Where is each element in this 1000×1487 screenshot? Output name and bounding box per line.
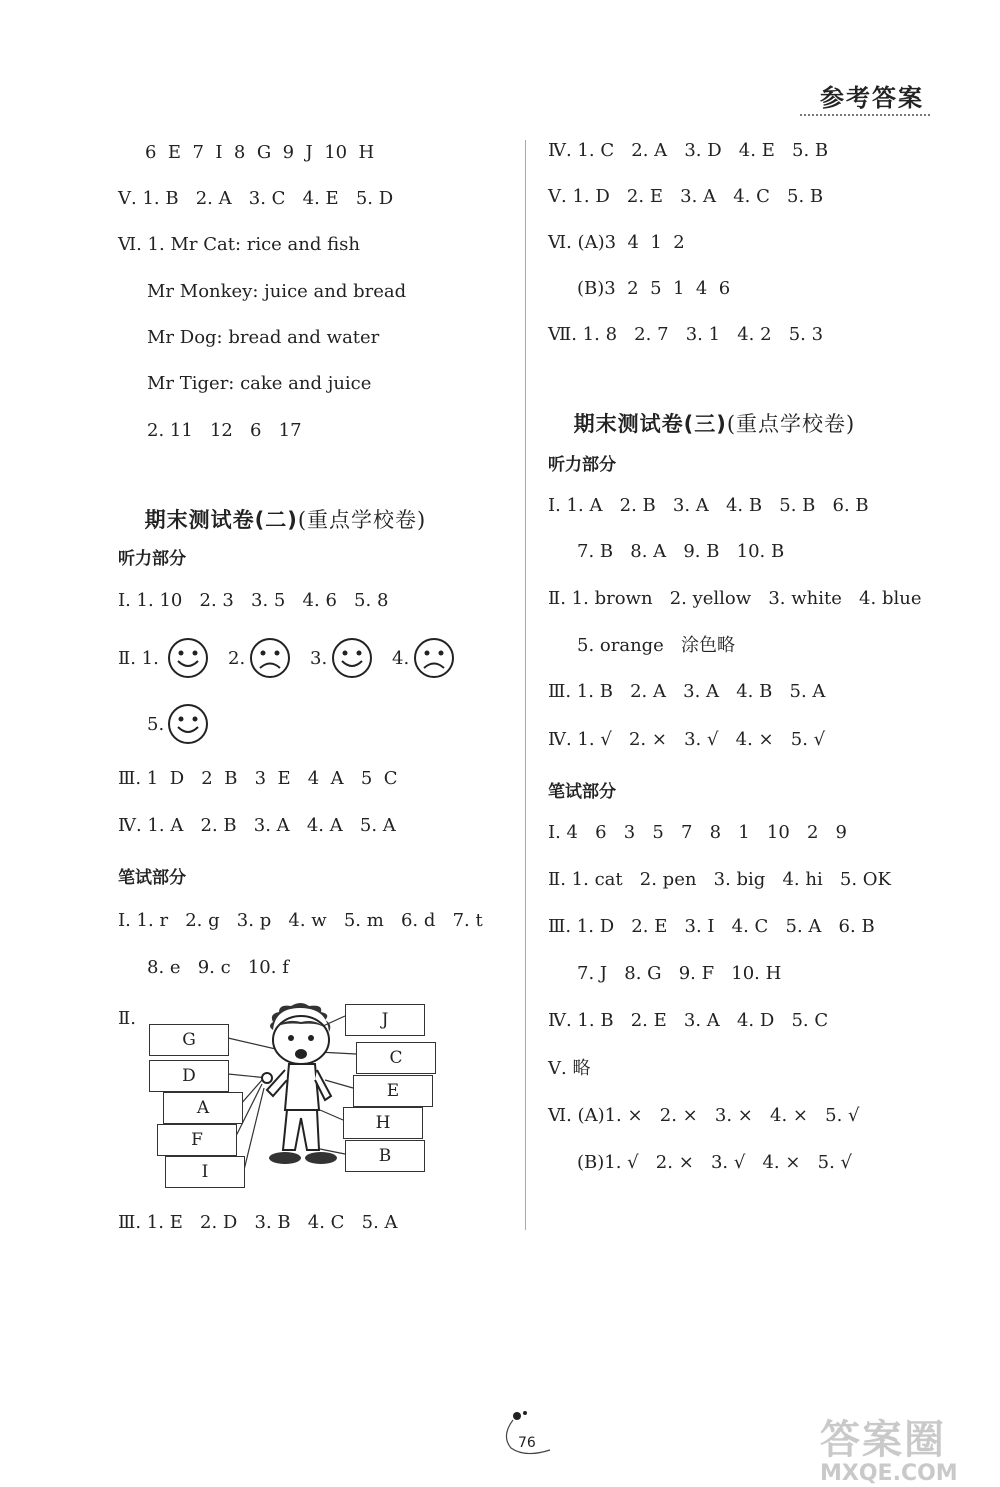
answer-line: Ⅳ. 1. C 2. A 3. D 4. E 5. B bbox=[548, 140, 829, 161]
listening-heading: 听力部分 bbox=[118, 549, 186, 569]
writing-heading: 笔试部分 bbox=[548, 782, 616, 802]
diagram-label-box: F bbox=[157, 1124, 237, 1156]
column-divider bbox=[525, 140, 526, 1230]
answer-line: Ⅰ. 1. 10 2. 3 3. 5 4. 6 5. 8 bbox=[118, 590, 389, 611]
smiley-face-icon bbox=[166, 636, 210, 680]
watermark bbox=[820, 1408, 995, 1486]
answer-line: Ⅶ. 1. 8 2. 7 3. 1 4. 2 5. 3 bbox=[548, 324, 824, 345]
answer-line: 6 E 7 I 8 G 9 J 10 H bbox=[145, 142, 375, 163]
answer-line: Ⅲ. 1 D 2 B 3 E 4 A 5 C bbox=[118, 768, 398, 789]
answer-line: 7. J 8. G 9. F 10. H bbox=[577, 963, 782, 984]
diagram-label-box: D bbox=[149, 1060, 229, 1092]
answer-line: Ⅵ. (A)3 4 1 2 bbox=[548, 232, 685, 253]
answer-line: (B)1. √ 2. × 3. √ 4. × 5. √ bbox=[577, 1152, 852, 1173]
section-title-test3 bbox=[557, 384, 855, 438]
section-title-test2 bbox=[128, 480, 426, 534]
answer-line: Mr Monkey: juice and bread bbox=[147, 281, 407, 302]
answer-line: Ⅵ. (A)1. × 2. × 3. × 4. × 5. √ bbox=[548, 1105, 860, 1126]
answer-line-label: Ⅱ. bbox=[118, 1008, 136, 1029]
answer-line: Ⅰ. 1. A 2. B 3. A 4. B 5. B 6. B bbox=[548, 495, 869, 516]
page-number: 76 bbox=[518, 1435, 536, 1451]
answer-line: Ⅲ. 1. D 2. E 3. I 4. C 5. A 6. B bbox=[548, 916, 875, 937]
face-label: 3. bbox=[310, 648, 328, 669]
page-header-title: 参考答案 bbox=[820, 84, 924, 112]
watermark-logo-text: 答案圈 bbox=[820, 1417, 946, 1463]
answer-line: Ⅲ. 1. B 2. A 3. A 4. B 5. A bbox=[548, 681, 826, 702]
answer-line: (B)3 2 5 1 4 6 bbox=[577, 278, 731, 299]
answer-line: Ⅱ. 1. cat 2. pen 3. big 4. hi 5. OK bbox=[548, 869, 891, 890]
sad-face-icon bbox=[248, 636, 292, 680]
answer-line: Ⅳ. 1. A 2. B 3. A 4. A 5. A bbox=[118, 815, 396, 836]
diagram-label-box: B bbox=[345, 1140, 425, 1172]
answer-line: Ⅱ. 1. brown 2. yellow 3. white 4. blue bbox=[548, 588, 922, 609]
smiley-face-icon bbox=[166, 702, 210, 746]
diagram-label-box: H bbox=[343, 1107, 423, 1139]
answer-line: Ⅳ. 1. √ 2. × 3. √ 4. × 5. √ bbox=[548, 729, 826, 750]
answer-line: Ⅰ. 4 6 3 5 7 8 1 10 2 9 bbox=[548, 822, 848, 843]
sad-face-icon bbox=[412, 636, 456, 680]
answer-line-label: Ⅱ. 1. bbox=[118, 648, 159, 669]
face-label: 4. bbox=[392, 648, 410, 669]
test2-subtitle: (重点学校卷) bbox=[297, 508, 427, 532]
diagram-label-box: I bbox=[165, 1156, 245, 1188]
answer-line: Ⅲ. 1. E 2. D 3. B 4. C 5. A bbox=[118, 1212, 398, 1233]
writing-heading: 笔试部分 bbox=[118, 868, 186, 888]
diagram-label-box: A bbox=[163, 1092, 243, 1124]
test2-title: 期末测试卷(二) bbox=[144, 508, 298, 532]
answer-line: 2. 11 12 6 17 bbox=[147, 420, 302, 441]
answer-line: Mr Dog: bread and water bbox=[147, 327, 380, 348]
listening-heading: 听力部分 bbox=[548, 455, 616, 475]
smiley-face-icon bbox=[330, 636, 374, 680]
answer-line: Ⅵ. 1. Mr Cat: rice and fish bbox=[118, 234, 360, 255]
watermark-domain: MXQE.COM bbox=[820, 1461, 958, 1486]
answer-line: Ⅴ. 略 bbox=[548, 1058, 591, 1079]
answer-line: Ⅴ. 1. B 2. A 3. C 4. E 5. D bbox=[118, 188, 394, 209]
header-rule bbox=[800, 114, 930, 116]
test3-subtitle: (重点学校卷) bbox=[726, 412, 856, 436]
face-label: 2. bbox=[228, 648, 246, 669]
answer-line: Mr Tiger: cake and juice bbox=[147, 373, 372, 394]
diagram-label-box: J bbox=[345, 1004, 425, 1036]
face-label: 5. bbox=[147, 714, 165, 735]
answer-line: 5. orange 涂色略 bbox=[577, 635, 736, 656]
answer-line: Ⅳ. 1. B 2. E 3. A 4. D 5. C bbox=[548, 1010, 829, 1031]
diagram-label-box: E bbox=[353, 1075, 433, 1107]
answer-line: 8. e 9. c 10. f bbox=[147, 957, 289, 978]
test3-title: 期末测试卷(三) bbox=[573, 412, 727, 436]
answer-line: 7. B 8. A 9. B 10. B bbox=[577, 541, 785, 562]
cartoon-boy-illustration bbox=[245, 1000, 355, 1170]
answer-line: Ⅰ. 1. r 2. g 3. p 4. w 5. m 6. d 7. t bbox=[118, 910, 483, 931]
diagram-label-box: C bbox=[356, 1042, 436, 1074]
answer-line: Ⅴ. 1. D 2. E 3. A 4. C 5. B bbox=[548, 186, 824, 207]
diagram-label-box: G bbox=[149, 1024, 229, 1056]
